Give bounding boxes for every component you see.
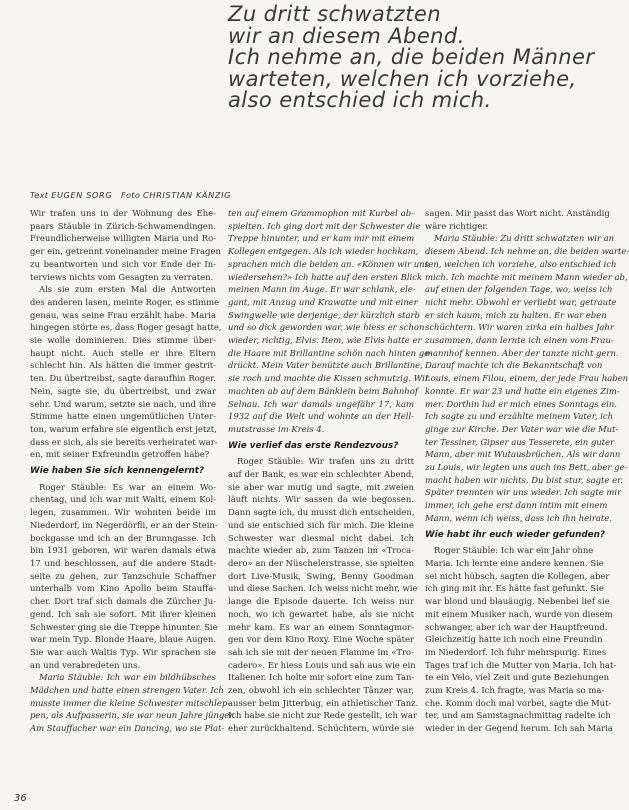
text-line: ginge zur Kirche. Der Vater war wie die Mut-	[425, 423, 619, 434]
text-line: zusammen, dann lernte ich einen vom Frau-	[425, 335, 614, 346]
headline-quote	[228, 2, 595, 113]
section-question: Wie habt ihr euch wieder gefunden?	[425, 529, 605, 540]
headline-line: also entschied ich mich.	[228, 88, 492, 113]
text-line: Maria. Ich lernte eine andere kennen. Sie	[425, 557, 604, 568]
text-line: Louis, einem Filou, einem, der jede Frau haben	[425, 373, 629, 384]
text-line: gen vor dem Kino Roxy. Eine Woche später	[228, 634, 414, 645]
text-line: wiedersehen?» Ich hatte auf den ersten Blick	[228, 271, 423, 282]
text-line: ten auf einem Grammophon mit Kurbel ab-	[228, 208, 414, 218]
text-line: legen, zusammen. Wir wohnten beide im	[30, 507, 216, 518]
text-line: che. Komm doch mal vorbei, sagte die Mut-	[425, 697, 612, 708]
text-line: cher. Dort traf sich damals die Zürcher Ju-	[30, 596, 216, 607]
text-line: auf der Bank, es war ein schlechter Abend,	[228, 469, 414, 480]
text-line: seite zu gehen, zur Tanzschule Schaffner	[30, 570, 216, 581]
text-line: war blond und blauäugig. Nebenbei lief sie	[425, 596, 610, 607]
text-line: Stimme hatte einen ungemütlichen Unter-	[30, 411, 216, 422]
text-line: Später trennten wir uns wieder. Ich sagte mir	[425, 487, 622, 498]
text-line: Mann, wenn ich weiss, dass ich ihn heirate.	[425, 512, 612, 523]
text-line: zen, obwohl ich ein schlechter Tänzer war,	[228, 685, 414, 696]
text-line: nicht mehr. Obwohl er verliebt war, getraute	[425, 296, 617, 307]
text-line: Ich habe sie nicht zur Rede gestellt, ich war	[228, 710, 417, 721]
text-line: sie roch und machte die Kissen schmutzig. Wir	[228, 373, 429, 384]
text-line: Kollegen entgegen. Als ich wieder hochkam,	[228, 246, 419, 257]
text-line: und so dick geworden war, wie hiess er schon	[228, 322, 425, 333]
text-line: machte wieder ab, zum Tanzen im «Troca-	[228, 545, 414, 556]
text-line: Swingwelle wie derjenige, der kürzlich starb	[228, 309, 420, 320]
page-number: 36	[14, 793, 27, 804]
text-line: eher zurückhaltend. Schüchtern, würde sie	[228, 723, 414, 734]
text-line: Tages traf ich die Mutter von Maria. Ich hat-	[425, 659, 617, 670]
text-line: Mann, aber mit Wutausbrüchen. Als wir dann	[425, 449, 621, 460]
text-line: gend. Ich sah sie sofort. Mit ihrer kleinen	[30, 608, 216, 619]
text-line: Am Stauffacher war ein Dancing, wo sie Plat-	[30, 723, 225, 734]
text-line: ton, warum erfahre sie eigentlich erst jetzt,	[30, 423, 217, 434]
text-line: cadero». Er hiess Louis und sah aus wie ein	[228, 659, 416, 670]
text-line: immer, ich gehe erst dann intim mit einem	[425, 500, 608, 511]
photographer-name: CHRISTIAN KÄNZIG	[143, 190, 232, 200]
text-line: Roger Stäuble: Wir trafen uns zu dritt	[237, 456, 414, 467]
text-line: diesem Abend. Ich nehme an, die beiden warte-	[425, 246, 629, 257]
text-line: Als sie zum ersten Mal die Antworten	[39, 284, 216, 295]
text-line: mannhof kennen. Aber der tanzte nicht gern.	[425, 347, 619, 358]
text-line: ausser beim Jitterbug, ein athletischer Tanz.	[228, 697, 419, 708]
text-line: Maria Stäuble: Zu dritt schwatzten wir an	[434, 233, 615, 244]
text-line: Nein, sagte sie, du übertreibst, und zwar	[30, 385, 216, 396]
text-line: schwanger, aber ich war der Hauptfreund.	[425, 621, 608, 632]
text-line: mutstrasse im Kreis 4.	[228, 423, 325, 434]
text-line: Sie war auch Waltis Typ. Wir sprachen sie	[30, 646, 216, 657]
text-line: im Niederdorf. Ich fuhr mehrspurig. Eines	[425, 646, 607, 657]
text-line: mehr kam. Es war an einem Sonntagmor-	[228, 621, 414, 632]
text-line: Schwester ging sie die Treppe hinunter. Sie	[30, 621, 218, 632]
text-line: sehr. Und warum, setzte sie nach, und ihre	[30, 398, 216, 409]
headline-line: wir an diesem Abend.	[228, 23, 465, 49]
text-line: war mein Typ. Blonde Haare, blaue Augen.	[30, 634, 216, 645]
text-line: te ein Velo, viel Zeit und gute Beziehungen	[425, 672, 610, 683]
text-line: Darauf machte ich die Bekanntschaft von	[425, 360, 603, 371]
text-line: drückt. Mein Vater benützte auch Brillantine,	[228, 360, 423, 371]
text-line: ter Tessiner, Gipser aus Tesserete, ein guter	[425, 436, 615, 447]
text-line: an und verabredeten uns.	[30, 659, 141, 670]
text-line: bin 1931 geboren, wir waren damals etwa	[30, 545, 216, 556]
text-line: die Haare mit Brillantine schön nach hinten ge-	[228, 347, 432, 358]
author-name: EUGEN SORG	[51, 190, 113, 200]
text-line: Schwester war diesmal nicht dabei. Ich	[228, 532, 414, 543]
text-line: Treppe hinunter, und er kam mir mit einem	[228, 233, 415, 244]
credit-text-label: Text	[30, 190, 49, 200]
text-line: mit einem Musiker nach, wurde von diesem	[425, 608, 613, 619]
text-line: Roger Stäuble: Es war an einem Wo-	[39, 481, 216, 492]
text-line: schlecht hin. Als hätten die immer gestrit-	[30, 360, 216, 371]
text-line: macht haben wir nichts. Du bist stur, sagte er.	[425, 474, 623, 485]
text-line: wieder, richtig, Elvis. Item, wie Elvis hatte er	[228, 335, 422, 346]
text-line: ten, welchen ich vorziehe, also entschied ich	[425, 258, 617, 269]
text-line: chentag, und ich war mit Walti, einem Kol-	[30, 494, 216, 505]
text-line: Dann sagte ich, du musst dich entscheiden,	[228, 507, 415, 518]
article-column-3	[425, 207, 629, 735]
text-line: Wir trafen uns in der Wohnung des Ehe-	[30, 208, 216, 218]
text-line: lange die Episode dauerte. Ich weiss nur	[228, 596, 414, 607]
text-line: mich. Ich machte mit meinem Mann wieder ab,	[425, 271, 628, 282]
text-line: Freundlicherweise willigten Maria und Ro-	[30, 233, 216, 244]
text-line: läuft nichts. Wir sassen da wie begossen.	[228, 494, 414, 505]
text-line: sei nicht hübsch, sagten die Kollegen, aber	[425, 570, 610, 581]
text-line: sah ich sie mit der neuen Flamme im «Tro-	[228, 646, 414, 657]
text-line: Gleichzeitig hatte ich noch eine Freundin	[425, 634, 603, 645]
text-line: haupt nicht. Auch stelle er ihre Eltern	[30, 347, 216, 358]
text-line: gant, mit Anzug und Krawatte und mit einer	[228, 296, 418, 307]
text-line: sie wolle dominieren. Dies stimme über-	[30, 335, 216, 346]
text-line: dass er sich, als sie bereits verheiratet war-	[30, 436, 218, 447]
text-line: bockgasse und ich an der Brunngasse. Ich	[30, 532, 216, 543]
text-line: unterhalb vom Kino Apollo beim Stauffa-	[30, 583, 216, 594]
text-line: und diese Sachen. Ich weiss nicht mehr, wie	[228, 583, 418, 594]
credit-photo-label: Foto	[121, 190, 141, 200]
text-line: konnte. Er war 23 und hatte ein eigenes Zim-	[425, 385, 620, 396]
text-line: wäre richtiger.	[425, 220, 489, 231]
text-line: noch, wo ich gewartet habe, als sie nicht	[228, 608, 414, 619]
text-line: pen, als Aufpasserin, sie war neun Jahre jünger.	[30, 710, 236, 721]
text-line: spielten. Ich ging dort mit der Schwester die	[228, 220, 421, 231]
text-line: sagen. Mir passt das Wort nicht. Anständig	[425, 208, 610, 218]
text-line: sprachen mich die beiden an. «Können wir uns	[228, 258, 429, 269]
section-question: Wie haben Sie sich kennengelernt?	[30, 466, 205, 477]
article-credits	[30, 190, 370, 200]
text-line: Niederdorf, im Negerdörfli, er an der Stein-	[30, 519, 218, 530]
headline-line: Ich nehme an, die beiden Männer	[228, 45, 595, 70]
text-line: ich ging mit ihr. Es hätte fast gefunkt. Sie	[425, 583, 604, 594]
article-column-1	[30, 207, 236, 735]
text-line: zu beantworten und sich vor Ende der In-	[30, 258, 216, 269]
text-line: paars Stäuble in Zürich-Schwamendingen.	[30, 220, 216, 231]
text-line: sie aber war mutig und sagte, mit zweien	[228, 481, 414, 492]
text-line: genau, was seine Frau erzählt habe. Maria	[30, 309, 216, 320]
text-line: schüchtern. Wir waren zirka ein halbes Jahr	[425, 322, 614, 333]
text-line: Roger Stäuble: Ich war ein Jahr ohne	[434, 545, 594, 556]
text-line: zum Kreis 4. Ich fragte, was Maria so ma-	[425, 685, 605, 696]
article-column-2	[228, 207, 432, 735]
text-line: ter, und am Samstagnachmittag radelte ich	[425, 710, 611, 721]
text-line: meinen Mann im Auge. Er war schlank, ele-	[228, 284, 416, 295]
text-line: zu Louis, wir legten uns auch ins Bett, aber ge-	[425, 462, 628, 473]
text-line: auf einen der folgenden Tage, wo, weiss ich	[425, 284, 613, 295]
headline-line: Zu dritt schwatzten	[228, 2, 442, 27]
section-question: Wie verlief das erste Rendezvous?	[228, 440, 399, 451]
text-line: Ich sagte zu und erzählte meinem Vater, ich	[425, 411, 614, 422]
text-line: hingegen störte es, dass Roger gesagt hatte,	[30, 322, 222, 333]
text-line: dero» an der Nüschelerstrasse, sie spielten	[228, 557, 415, 568]
text-line: en, mit seiner Exfreundin getroffen habe?	[30, 449, 210, 460]
text-line: musste immer die kleine Schwester mitschlep-	[30, 697, 231, 708]
text-line: Maria Stäuble: Ich war ein bildhübsches	[39, 672, 216, 683]
text-line: und sie entschied sich für mich. Die kleine	[228, 519, 414, 530]
text-line: des anderen lasen, meinte Roger, es stimme	[30, 296, 220, 307]
text-line: Mädchen und hatte einen strengen Vater. Ich	[30, 685, 224, 696]
text-line: er sich kaum, mich zu halten. Er war eben	[425, 309, 607, 320]
text-line: ger ein, getrennt voneinander meine Fragen	[30, 246, 221, 257]
text-line: Selnau. Ich war damals ungefähr 17, kam	[228, 398, 414, 409]
text-line: terviews nichts vom Gesagten zu verraten.	[30, 271, 214, 282]
text-line: Italiener. Ich holte mir sofort eine zum Tan-	[228, 672, 415, 683]
text-line: mer. Dorthin lud er mich eines Sonntags ein.	[425, 398, 617, 409]
text-line: ten. Du übertreibst, sagte daraufhin Roger.	[30, 373, 216, 384]
text-line: wieder in der Gegend herum. Ich sah Maria	[425, 723, 613, 734]
text-line: 17 und beschlossen, auf die andere Stadt-	[30, 557, 216, 568]
headline-line: warteten, welchen ich vorziehe,	[228, 66, 577, 92]
text-line: machten ab auf dem Bänklein beim Bahnhof	[228, 385, 418, 396]
text-line: dort Live-Musik, Swing, Benny Goodman	[228, 570, 414, 581]
text-line: 1932 auf die Welt und wohnte an der Hell-	[228, 411, 414, 422]
